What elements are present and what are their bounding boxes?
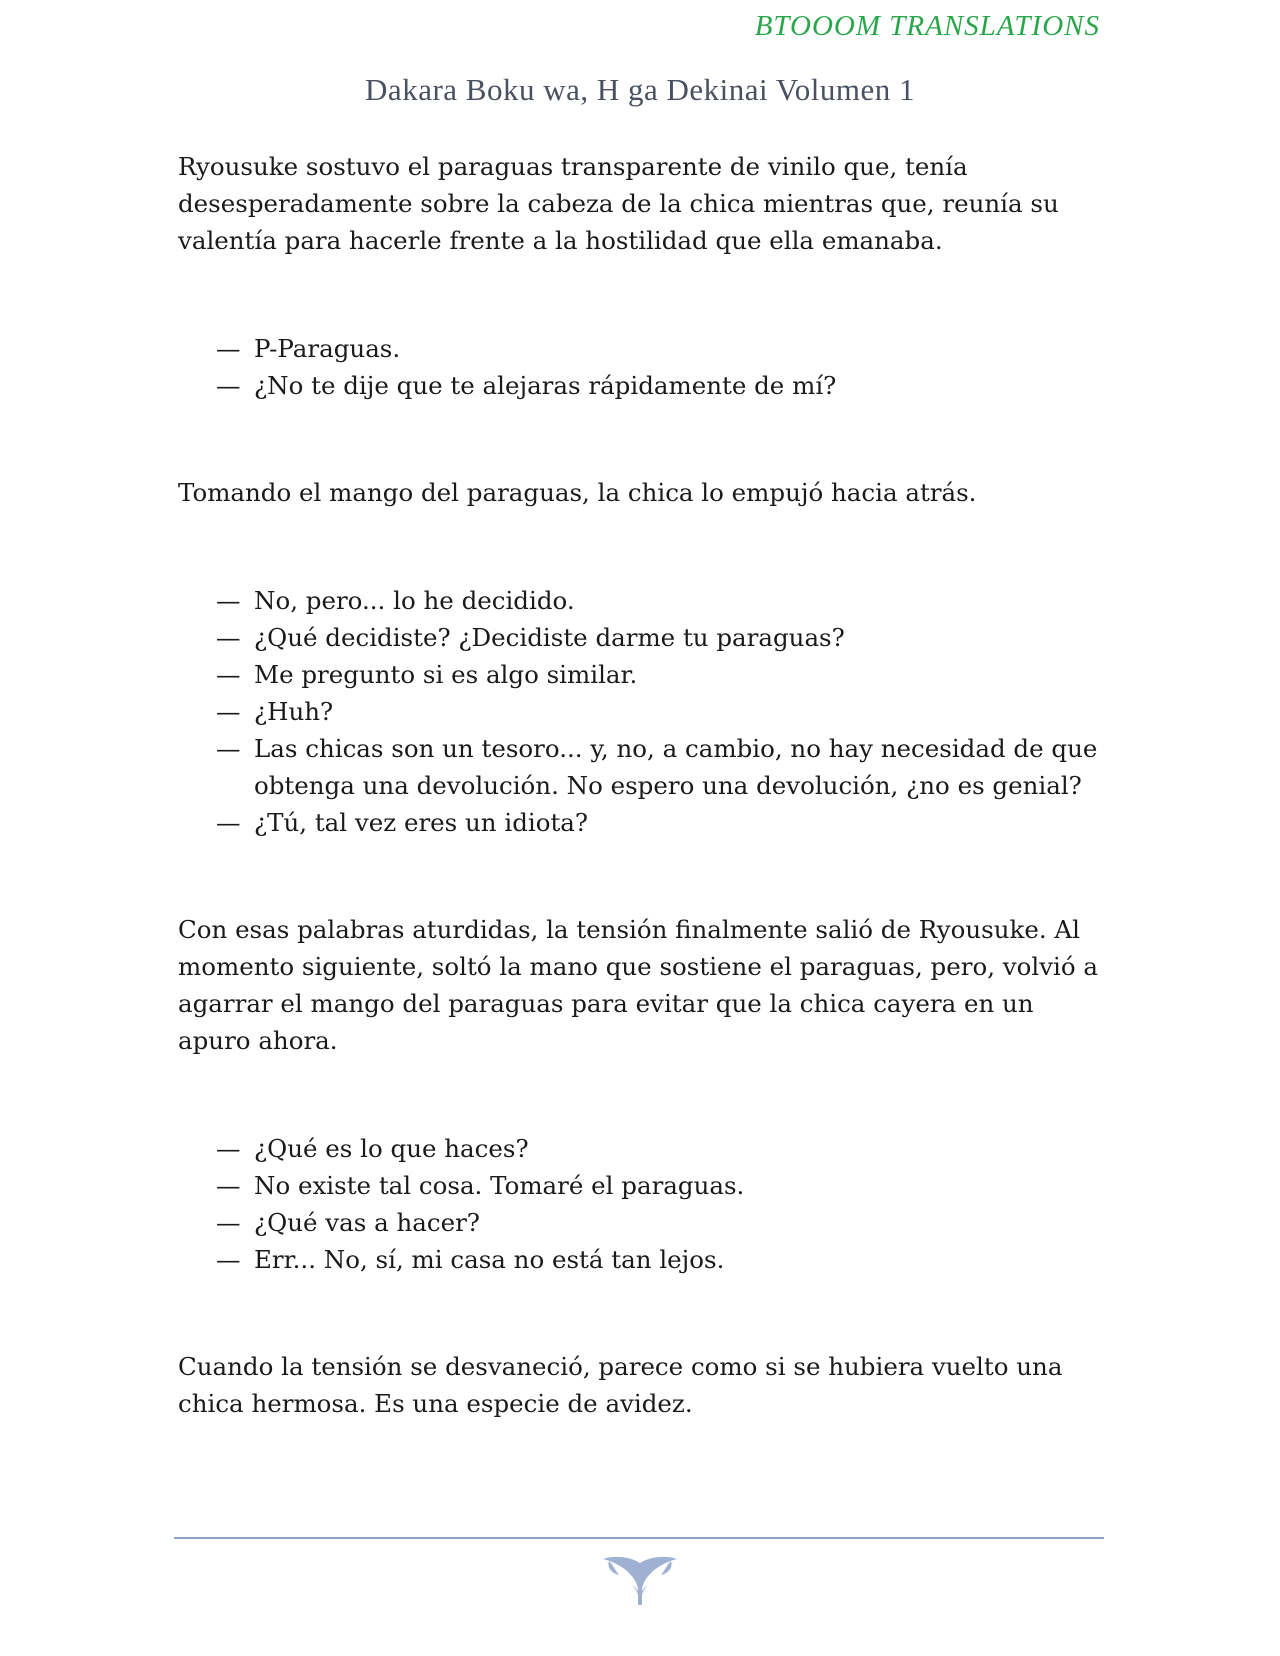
dialogue-line — [178, 656, 1108, 693]
dialogue-dash: — — [216, 1134, 241, 1163]
dialogue-block-3 — [178, 1130, 1108, 1278]
dialogue-line — [178, 730, 1108, 804]
dialogue-line — [178, 804, 1108, 841]
dialogue-line — [178, 330, 1108, 367]
dialogue-text: Err... No, sí, mi casa no está tan lejos. — [254, 1245, 725, 1274]
document-title: Dakara Boku wa, H ga Dekinai Volumen 1 — [365, 72, 915, 107]
dialogue-text: Las chicas son un tesoro... y, no, a cambio, no hay necesidad de que obtenga una devolución. No espero una devolución, ¿no es genial? — [254, 734, 1098, 800]
dialogue-text: ¿Huh? — [254, 697, 334, 726]
dialogue-line — [178, 1130, 1108, 1167]
paragraph-1: Ryousuke sostuvo el paraguas transparente de vinilo que, tenía desesperadamente sobre la cabeza de la chica mientras que, reunía su valentía para hacerle frente a la hostilidad que ella emanaba. — [178, 152, 1059, 255]
dialogue-block-2 — [178, 582, 1108, 841]
dialogue-dash: — — [216, 734, 241, 763]
dialogue-dash: — — [216, 334, 241, 363]
dialogue-line — [178, 1167, 1108, 1204]
dialogue-line — [178, 1241, 1108, 1278]
dialogue-text: No existe tal cosa. Tomaré el paraguas. — [254, 1171, 745, 1200]
paragraph-2: Tomando el mango del paraguas, la chica lo empujó hacia atrás. — [178, 478, 977, 507]
dialogue-block-1 — [178, 330, 1108, 404]
brand-header: BTOOOM TRANSLATIONS — [754, 10, 1100, 42]
fleuron-icon — [601, 1555, 679, 1607]
footer-rule — [174, 1537, 1104, 1539]
dialogue-dash: — — [216, 1245, 241, 1274]
dialogue-text: ¿Qué es lo que haces? — [254, 1134, 529, 1163]
dialogue-line — [178, 693, 1108, 730]
dialogue-text: ¿Qué vas a hacer? — [254, 1208, 480, 1237]
dialogue-dash: — — [216, 586, 241, 615]
dialogue-line — [178, 582, 1108, 619]
dialogue-text: ¿Tú, tal vez eres un idiota? — [254, 808, 589, 837]
paragraph-3: Con esas palabras aturdidas, la tensión finalmente salió de Ryousuke. Al momento siguiente, soltó la mano que sostiene el paraguas, pero, volvió a agarrar el mango del paraguas para evitar que la chica cayera en un apuro ahora. — [178, 915, 1099, 1055]
dialogue-dash: — — [216, 1171, 241, 1200]
dialogue-text: ¿No te dije que te alejaras rápidamente de mí? — [254, 371, 837, 400]
dialogue-text: P-Paraguas. — [254, 334, 401, 363]
dialogue-line — [178, 367, 1108, 404]
dialogue-line — [178, 1204, 1108, 1241]
dialogue-dash: — — [216, 1208, 241, 1237]
dialogue-dash: — — [216, 697, 241, 726]
dialogue-text: Me pregunto si es algo similar. — [254, 660, 638, 689]
dialogue-dash: — — [216, 623, 241, 652]
dialogue-dash: — — [216, 371, 241, 400]
page-content — [178, 148, 1108, 1422]
dialogue-text: ¿Qué decidiste? ¿Decidiste darme tu paraguas? — [254, 623, 845, 652]
paragraph-4: Cuando la tensión se desvaneció, parece como si se hubiera vuelto una chica hermosa. Es una especie de avidez. — [178, 1352, 1063, 1418]
dialogue-dash: — — [216, 808, 241, 837]
dialogue-text: No, pero... lo he decidido. — [254, 586, 575, 615]
dialogue-dash: — — [216, 660, 241, 689]
dialogue-line — [178, 619, 1108, 656]
